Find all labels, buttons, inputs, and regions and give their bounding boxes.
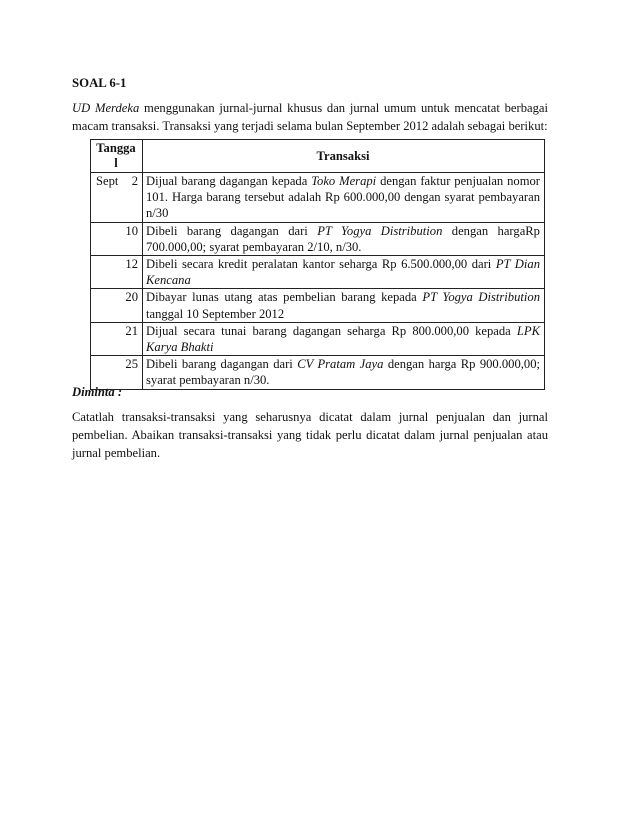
party-name: PT Yogya Distribution bbox=[317, 223, 443, 238]
header-date bbox=[91, 140, 143, 173]
table-header-row bbox=[91, 140, 545, 173]
date-day: 20 bbox=[125, 290, 138, 305]
date-day: 12 bbox=[125, 257, 138, 272]
header-transaction: Transaksi bbox=[143, 140, 545, 173]
instruction-line-3: jurnal pembelian. bbox=[72, 446, 161, 460]
party-name: PT Dian Kencana bbox=[146, 257, 540, 288]
instruction-line-1: Catatlah transaksi-transaksi yang seharusnya dicatat dalam jurnal penjualan dan jurnal bbox=[72, 410, 548, 424]
description-text: Dibayar lunas utang atas pembelian barang kepada bbox=[146, 290, 423, 305]
transaction-description bbox=[143, 173, 545, 223]
header-date-part-1: Tangga bbox=[96, 141, 136, 155]
date-day: 25 bbox=[125, 357, 138, 372]
date-month: Sept bbox=[96, 174, 119, 188]
intro-line-1 bbox=[72, 99, 548, 117]
transaction-description bbox=[143, 222, 545, 255]
description-text: Dibeli secara kredit peralatan kantor seharga Rp 6.500.000,00 dari bbox=[146, 257, 496, 272]
transaction-description bbox=[143, 322, 545, 355]
company-name: UD Merdeka bbox=[72, 101, 140, 115]
date-cell bbox=[91, 289, 143, 322]
exercise-title: SOAL 6-1 bbox=[72, 76, 127, 90]
transaction-description bbox=[143, 289, 545, 322]
table-row bbox=[91, 322, 545, 355]
description-text: Dijual secara tunai barang dagangan seharga Rp 800.000,00 kepada bbox=[146, 323, 517, 338]
description-text: Dibeli barang dagangan dari bbox=[146, 357, 298, 372]
party-name: LPK Karya Bhakti bbox=[146, 323, 540, 355]
header-date-part-2: l bbox=[114, 156, 118, 170]
instruction-line-2: pembelian. Abaikan transaksi-transaksi yang tidak perlu dicatat dalam jurnal penjualan atau bbox=[72, 428, 548, 442]
table-row bbox=[91, 222, 545, 255]
transaction-description bbox=[143, 256, 545, 289]
date-cell bbox=[91, 256, 143, 289]
party-name: PT Yogya Distribution bbox=[422, 290, 540, 305]
diminta-heading: Diminta : bbox=[72, 385, 123, 399]
date-cell bbox=[91, 322, 143, 355]
date-cell bbox=[91, 173, 143, 223]
description-text: Dibeli barang dagangan dari bbox=[146, 223, 318, 238]
description-text: dengan hargaRp 700.000,00; syarat pembayaran 2/10, n/30. bbox=[146, 223, 540, 254]
date-day: 2 bbox=[131, 174, 138, 188]
party-name: Toko Merapi bbox=[311, 174, 377, 188]
table-row bbox=[91, 256, 545, 289]
transactions-body bbox=[91, 173, 545, 390]
instruction-paragraph bbox=[72, 408, 548, 462]
party-name: CV Pratam Jaya bbox=[297, 357, 384, 372]
date-day: 10 bbox=[125, 223, 138, 238]
description-text: tanggal 10 September 2012 bbox=[146, 306, 285, 321]
intro-paragraph bbox=[72, 99, 548, 135]
table-row bbox=[91, 173, 545, 223]
intro-line-1-text: menggunakan jurnal-jurnal khusus dan jurnal umum untuk mencatat berbagai bbox=[139, 101, 548, 115]
transaction-description bbox=[143, 356, 545, 389]
table-row bbox=[91, 356, 545, 389]
date-day: 21 bbox=[125, 323, 138, 338]
date-cell bbox=[91, 222, 143, 255]
description-text: dengan faktur penjualan nomor 101. Harga barang tersebut adalah Rp 600.000,00 dengan syarat pembayaran n/30 bbox=[146, 174, 540, 221]
intro-line-2: macam transaksi. Transaksi yang terjadi selama bulan September 2012 adalah sebagai berikut: bbox=[72, 119, 548, 133]
table-row bbox=[91, 289, 545, 322]
description-text: dengan harga Rp 900.000,00; syarat pembayaran n/30. bbox=[146, 357, 541, 388]
description-text: Dijual barang dagangan kepada bbox=[146, 174, 312, 188]
transactions-table bbox=[90, 139, 545, 390]
